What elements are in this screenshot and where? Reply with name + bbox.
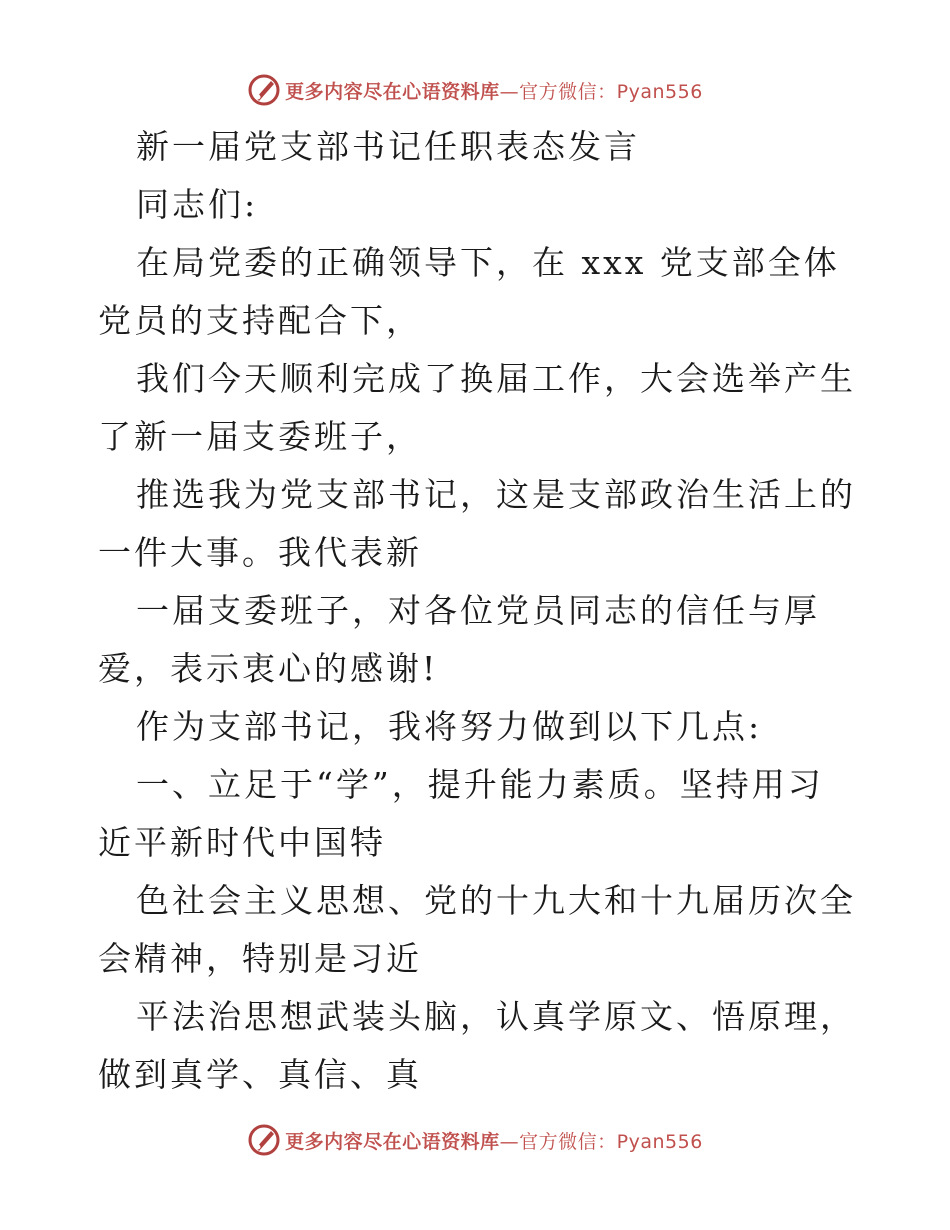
pen-circle-logo-icon xyxy=(247,1123,281,1157)
watermark-text: 更多内容尽在心语资料库—官方微信：Pyan556 xyxy=(285,1130,703,1153)
pen-circle-logo-icon xyxy=(247,73,281,107)
paragraph: 在局党委的正确领导下，在 xxx 党支部全体党员的支持配合下， xyxy=(98,243,840,340)
paragraph: 我们今天顺利完成了换届工作，大会选举产生了新一届支委班子， xyxy=(98,359,856,456)
paragraph: 一届支委班子，对各位党员同志的信任与厚爱，表示衷心的感谢! xyxy=(98,591,820,688)
salutation: 同志们: xyxy=(136,185,259,224)
footer-watermark xyxy=(0,1120,950,1160)
paragraph: 平法治思想武装头脑，认真学原文、悟原理，做到真学、真信、真 xyxy=(98,997,856,1094)
document-body xyxy=(98,118,858,1104)
header-watermark xyxy=(0,70,950,110)
paragraph: 色社会主义思想、党的十九大和十九届历次全会精神，特别是习近 xyxy=(98,881,856,978)
paragraph: 推选我为党支部书记，这是支部政治生活上的一件大事。我代表新 xyxy=(98,475,856,572)
paragraph: 一、立足于“学”，提升能力素质。坚持用习近平新时代中国特 xyxy=(98,765,824,862)
watermark-text: 更多内容尽在心语资料库—官方微信：Pyan556 xyxy=(285,80,703,103)
document-title: 新一届党支部书记任职表态发言 xyxy=(136,127,640,166)
paragraph: 作为支部书记，我将努力做到以下几点: xyxy=(136,707,763,746)
